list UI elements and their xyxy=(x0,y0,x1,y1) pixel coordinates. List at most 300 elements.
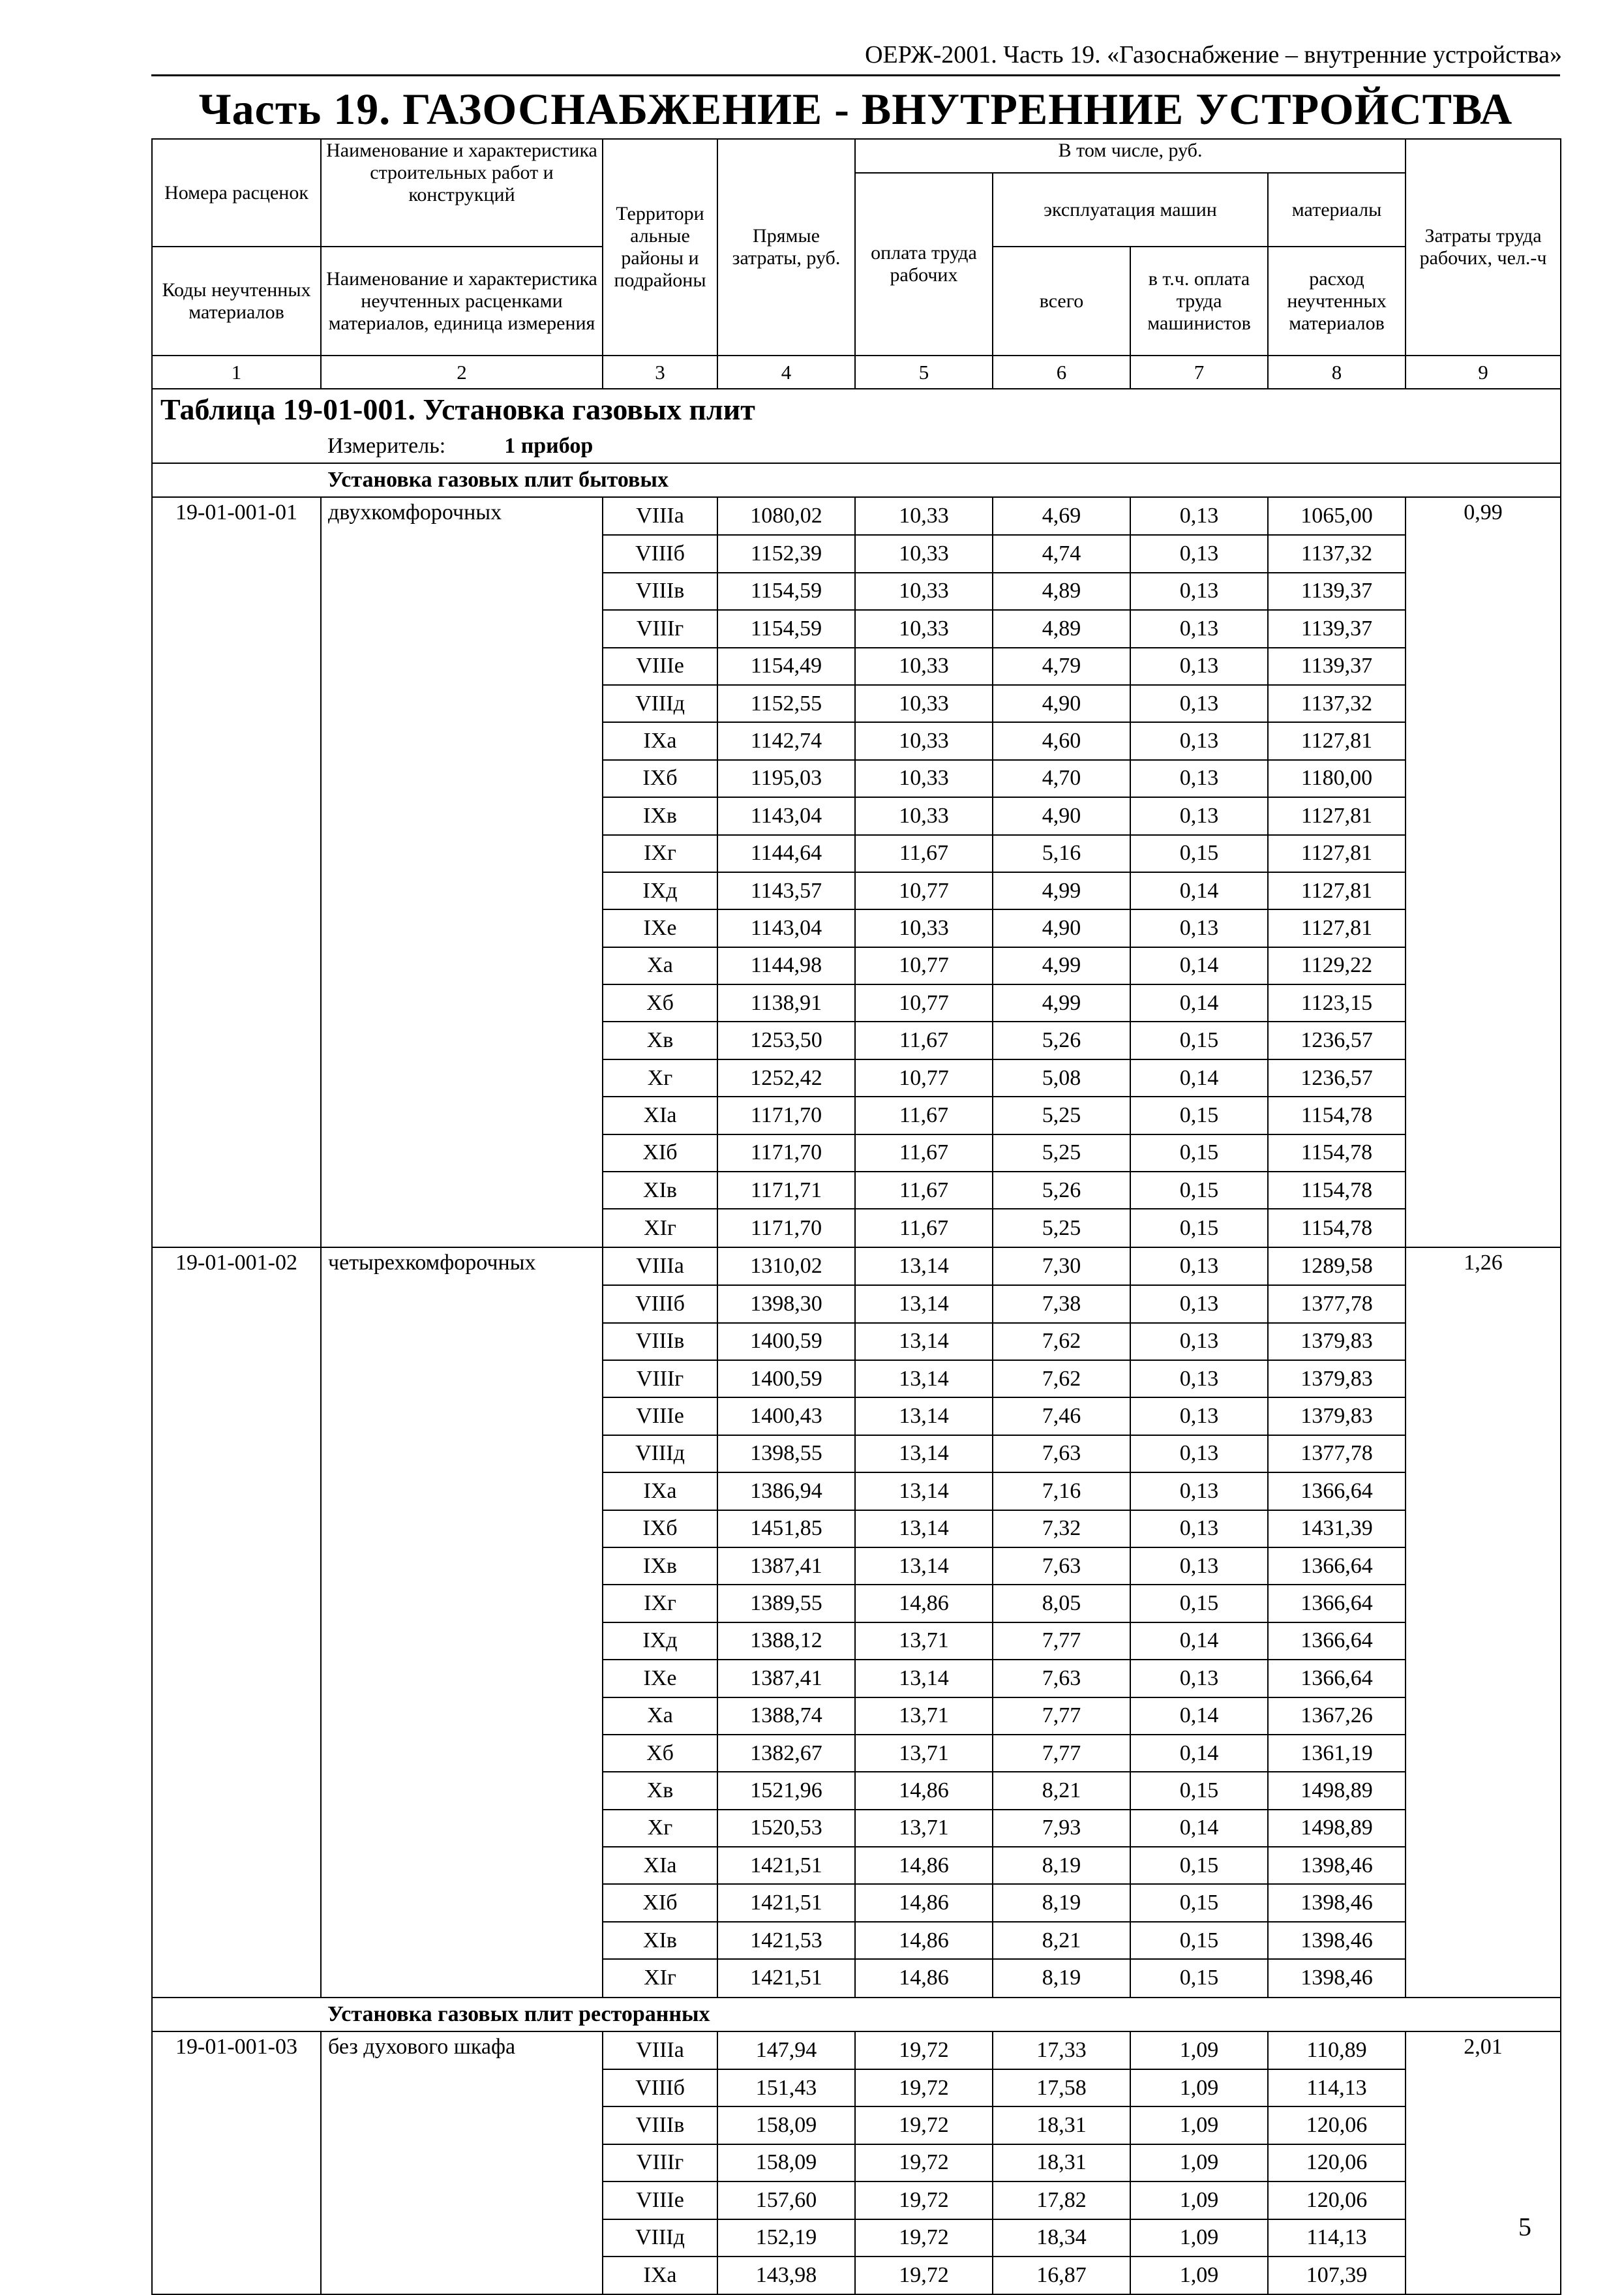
worker-pay-cell: 13,71 xyxy=(855,1622,993,1660)
worker-pay-cell: 13,71 xyxy=(855,1697,993,1735)
machinist-pay-cell: 0,15 xyxy=(1130,1847,1268,1884)
direct-cost-cell: 1143,57 xyxy=(717,872,855,909)
territory-cell: Xa xyxy=(603,1697,717,1735)
materials-cell: 120,06 xyxy=(1268,2144,1406,2181)
machines-total-cell: 7,77 xyxy=(993,1622,1130,1660)
labor-cost-cell xyxy=(1406,872,1561,909)
machinist-pay-cell: 1,09 xyxy=(1130,2031,1268,2069)
machines-total-cell: 18,31 xyxy=(993,2106,1130,2144)
machinist-pay-cell: 0,13 xyxy=(1130,648,1268,685)
materials-cell: 110,89 xyxy=(1268,2031,1406,2069)
territory-cell: IXб xyxy=(603,760,717,797)
table-row xyxy=(152,1884,1561,1921)
header-material-consumption: расход неучтенных материалов xyxy=(1268,247,1406,356)
rate-code xyxy=(152,835,321,872)
machinist-pay-cell: 1,09 xyxy=(1130,2144,1268,2181)
work-name xyxy=(321,1697,603,1735)
machines-total-cell: 4,70 xyxy=(993,760,1130,797)
materials-cell: 1379,83 xyxy=(1268,1397,1406,1435)
territory-cell: Xб xyxy=(603,984,717,1022)
work-name xyxy=(321,835,603,872)
table-row xyxy=(152,573,1561,610)
rate-code xyxy=(152,1435,321,1472)
work-name xyxy=(321,1059,603,1097)
column-number: 7 xyxy=(1130,356,1268,389)
materials-cell: 1377,78 xyxy=(1268,1285,1406,1322)
territory-cell: IXг xyxy=(603,835,717,872)
labor-cost-cell xyxy=(1406,947,1561,984)
machines-total-cell: 5,08 xyxy=(993,1059,1130,1097)
machinist-pay-cell: 0,14 xyxy=(1130,947,1268,984)
worker-pay-cell: 10,33 xyxy=(855,610,993,647)
materials-cell: 1180,00 xyxy=(1268,760,1406,797)
machines-total-cell: 7,32 xyxy=(993,1510,1130,1547)
work-name xyxy=(321,1660,603,1697)
labor-cost-cell xyxy=(1406,2181,1561,2219)
labor-cost-cell xyxy=(1406,1884,1561,1921)
header-including: В том числе, руб. xyxy=(855,139,1406,173)
direct-cost-cell: 1451,85 xyxy=(717,1510,855,1547)
labor-cost-cell xyxy=(1406,1922,1561,1959)
rate-code xyxy=(152,1360,321,1397)
territory-cell: XIб xyxy=(603,1134,717,1172)
work-name xyxy=(321,1209,603,1247)
direct-cost-cell: 1252,42 xyxy=(717,1059,855,1097)
territory-cell: IXг xyxy=(603,1585,717,1622)
materials-cell: 1137,32 xyxy=(1268,535,1406,572)
worker-pay-cell: 19,72 xyxy=(855,2031,993,2069)
materials-cell: 1398,46 xyxy=(1268,1922,1406,1959)
territory-cell: Xв xyxy=(603,1772,717,1809)
worker-pay-cell: 10,77 xyxy=(855,947,993,984)
work-name: без духового шкафа xyxy=(321,2031,603,2069)
header-rule xyxy=(151,74,1560,76)
territory-cell: IXв xyxy=(603,1547,717,1585)
direct-cost-cell: 158,09 xyxy=(717,2144,855,2181)
work-name xyxy=(321,984,603,1022)
territory-cell: IXе xyxy=(603,1660,717,1697)
work-name xyxy=(321,1097,603,1134)
direct-cost-cell: 152,19 xyxy=(717,2219,855,2257)
rate-code xyxy=(152,1172,321,1209)
labor-cost-cell xyxy=(1406,610,1561,647)
work-name xyxy=(321,1772,603,1809)
worker-pay-cell: 13,14 xyxy=(855,1285,993,1322)
direct-cost-cell: 1154,49 xyxy=(717,648,855,685)
territory-cell: VIIIд xyxy=(603,2219,717,2257)
direct-cost-cell: 1154,59 xyxy=(717,573,855,610)
table-row xyxy=(152,1959,1561,1997)
worker-pay-cell: 10,33 xyxy=(855,909,993,947)
worker-pay-cell: 14,86 xyxy=(855,1884,993,1921)
table-row xyxy=(152,909,1561,947)
rate-code xyxy=(152,760,321,797)
worker-pay-cell: 11,67 xyxy=(855,1209,993,1247)
direct-cost-cell: 1138,91 xyxy=(717,984,855,1022)
work-name xyxy=(321,535,603,572)
labor-cost-cell xyxy=(1406,984,1561,1022)
column-number: 1 xyxy=(152,356,321,389)
worker-pay-cell: 11,67 xyxy=(855,1172,993,1209)
header-worker-pay: оплата труда рабочих xyxy=(855,173,993,356)
work-name xyxy=(321,2106,603,2144)
rate-code xyxy=(152,872,321,909)
territory-cell: VIIIд xyxy=(603,685,717,722)
work-name xyxy=(321,2069,603,2106)
machinist-pay-cell: 0,13 xyxy=(1130,797,1268,834)
direct-cost-cell: 147,94 xyxy=(717,2031,855,2069)
table-row xyxy=(152,1134,1561,1172)
labor-cost-cell: 2,01 xyxy=(1406,2031,1561,2069)
rate-code xyxy=(152,610,321,647)
worker-pay-cell: 13,14 xyxy=(855,1247,993,1285)
materials-cell: 1129,22 xyxy=(1268,947,1406,984)
worker-pay-cell: 10,33 xyxy=(855,722,993,759)
rate-code xyxy=(152,2257,321,2294)
rate-code: 19-01-001-02 xyxy=(152,1247,321,1285)
territory-cell: VIIIд xyxy=(603,1435,717,1472)
machinist-pay-cell: 0,13 xyxy=(1130,685,1268,722)
direct-cost-cell: 1171,70 xyxy=(717,1209,855,1247)
materials-cell: 1498,89 xyxy=(1268,1810,1406,1847)
rate-code xyxy=(152,1810,321,1847)
work-name xyxy=(321,2144,603,2181)
territory-cell: VIIIб xyxy=(603,535,717,572)
machines-total-cell: 7,93 xyxy=(993,1810,1130,1847)
direct-cost-cell: 1171,70 xyxy=(717,1134,855,1172)
column-number: 2 xyxy=(321,356,603,389)
machinist-pay-cell: 0,13 xyxy=(1130,497,1268,535)
machines-total-cell: 17,58 xyxy=(993,2069,1130,2106)
rate-code xyxy=(152,797,321,834)
machines-total-cell: 4,99 xyxy=(993,984,1130,1022)
table-row xyxy=(152,1735,1561,1772)
labor-cost-cell xyxy=(1406,2219,1561,2257)
work-name xyxy=(321,2219,603,2257)
machinist-pay-cell: 0,13 xyxy=(1130,1547,1268,1585)
machines-total-cell: 7,62 xyxy=(993,1323,1130,1360)
column-number: 6 xyxy=(993,356,1130,389)
worker-pay-cell: 11,67 xyxy=(855,1097,993,1134)
machines-total-cell: 7,63 xyxy=(993,1435,1130,1472)
machines-total-cell: 5,26 xyxy=(993,1022,1130,1059)
direct-cost-cell: 1389,55 xyxy=(717,1585,855,1622)
worker-pay-cell: 11,67 xyxy=(855,1022,993,1059)
labor-cost-cell xyxy=(1406,1735,1561,1772)
territory-cell: VIIIе xyxy=(603,1397,717,1435)
materials-cell: 1379,83 xyxy=(1268,1360,1406,1397)
machines-total-cell: 8,19 xyxy=(993,1884,1130,1921)
worker-pay-cell: 13,14 xyxy=(855,1472,993,1510)
machinist-pay-cell: 0,15 xyxy=(1130,1959,1268,1997)
territory-cell: IXa xyxy=(603,2257,717,2294)
direct-cost-cell: 143,98 xyxy=(717,2257,855,2294)
work-name xyxy=(321,610,603,647)
rate-code xyxy=(152,1697,321,1735)
worker-pay-cell: 13,14 xyxy=(855,1397,993,1435)
direct-cost-cell: 1398,55 xyxy=(717,1435,855,1472)
table-body xyxy=(152,389,1561,2294)
materials-cell: 1366,64 xyxy=(1268,1660,1406,1697)
materials-cell: 1127,81 xyxy=(1268,909,1406,947)
column-number: 4 xyxy=(717,356,855,389)
machines-total-cell: 7,30 xyxy=(993,1247,1130,1285)
territory-cell: VIIIa xyxy=(603,2031,717,2069)
machines-total-cell: 18,31 xyxy=(993,2144,1130,2181)
column-number: 9 xyxy=(1406,356,1561,389)
materials-cell: 1139,37 xyxy=(1268,648,1406,685)
worker-pay-cell: 10,33 xyxy=(855,573,993,610)
labor-cost-cell: 0,99 xyxy=(1406,497,1561,535)
machinist-pay-cell: 0,13 xyxy=(1130,1472,1268,1510)
rate-code xyxy=(152,1209,321,1247)
header-materials: материалы xyxy=(1268,173,1406,247)
worker-pay-cell: 10,77 xyxy=(855,1059,993,1097)
worker-pay-cell: 14,86 xyxy=(855,1959,993,1997)
rate-code xyxy=(152,1097,321,1134)
territory-cell: VIIIв xyxy=(603,2106,717,2144)
direct-cost-cell: 1195,03 xyxy=(717,760,855,797)
materials-cell: 1377,78 xyxy=(1268,1435,1406,1472)
labor-cost-cell xyxy=(1406,1209,1561,1247)
table-row xyxy=(152,2031,1561,2069)
machinist-pay-cell: 0,13 xyxy=(1130,1660,1268,1697)
rate-code xyxy=(152,573,321,610)
section-title: Установка газовых плит ресторанных xyxy=(152,1998,1561,2031)
worker-pay-cell: 14,86 xyxy=(855,1847,993,1884)
labor-cost-cell xyxy=(1406,1285,1561,1322)
machinist-pay-cell: 0,13 xyxy=(1130,535,1268,572)
materials-cell: 1127,81 xyxy=(1268,797,1406,834)
labor-cost-cell xyxy=(1406,648,1561,685)
worker-pay-cell: 10,33 xyxy=(855,648,993,685)
work-name xyxy=(321,947,603,984)
materials-cell: 1139,37 xyxy=(1268,573,1406,610)
direct-cost-cell: 1421,53 xyxy=(717,1922,855,1959)
machines-total-cell: 7,38 xyxy=(993,1285,1130,1322)
direct-cost-cell: 1171,71 xyxy=(717,1172,855,1209)
rate-code xyxy=(152,2144,321,2181)
labor-cost-cell: 1,26 xyxy=(1406,1247,1561,1285)
materials-cell: 1154,78 xyxy=(1268,1209,1406,1247)
work-name xyxy=(321,1884,603,1921)
rate-code xyxy=(152,1059,321,1097)
table-row xyxy=(152,1360,1561,1397)
table-row xyxy=(152,1772,1561,1809)
work-name xyxy=(321,722,603,759)
worker-pay-cell: 11,67 xyxy=(855,1134,993,1172)
machinist-pay-cell: 0,15 xyxy=(1130,835,1268,872)
materials-cell: 1127,81 xyxy=(1268,835,1406,872)
rate-code xyxy=(152,1847,321,1884)
direct-cost-cell: 1398,30 xyxy=(717,1285,855,1322)
table-row xyxy=(152,797,1561,834)
labor-cost-cell xyxy=(1406,1660,1561,1697)
machinist-pay-cell: 0,14 xyxy=(1130,1810,1268,1847)
worker-pay-cell: 13,71 xyxy=(855,1735,993,1772)
direct-cost-cell: 1152,39 xyxy=(717,535,855,572)
worker-pay-cell: 13,14 xyxy=(855,1510,993,1547)
territory-cell: VIIIв xyxy=(603,1323,717,1360)
machines-total-cell: 7,62 xyxy=(993,1360,1130,1397)
materials-cell: 1366,64 xyxy=(1268,1622,1406,1660)
machines-total-cell: 8,05 xyxy=(993,1585,1130,1622)
column-number: 5 xyxy=(855,356,993,389)
table-row xyxy=(152,2106,1561,2144)
materials-cell: 1366,64 xyxy=(1268,1547,1406,1585)
header-work-name: Наименование и характеристика строительных работ и конструкций xyxy=(321,139,603,247)
rate-code xyxy=(152,1959,321,1997)
rate-code xyxy=(152,1660,321,1697)
territory-cell: XIг xyxy=(603,1959,717,1997)
table-row xyxy=(152,1397,1561,1435)
header-material-codes: Коды неучтенных материалов xyxy=(152,247,321,356)
machinist-pay-cell: 0,14 xyxy=(1130,1059,1268,1097)
table-row xyxy=(152,2144,1561,2181)
table-row xyxy=(152,1435,1561,1472)
work-name xyxy=(321,797,603,834)
machines-total-cell: 4,60 xyxy=(993,722,1130,759)
work-name xyxy=(321,1547,603,1585)
machinist-pay-cell: 0,13 xyxy=(1130,1247,1268,1285)
worker-pay-cell: 10,77 xyxy=(855,984,993,1022)
machinist-pay-cell: 0,15 xyxy=(1130,1172,1268,1209)
territory-cell: Xб xyxy=(603,1735,717,1772)
territory-cell: Xa xyxy=(603,947,717,984)
machines-total-cell: 4,90 xyxy=(993,797,1130,834)
table-row xyxy=(152,1209,1561,1247)
table-row xyxy=(152,1022,1561,1059)
materials-cell: 1398,46 xyxy=(1268,1884,1406,1921)
labor-cost-cell xyxy=(1406,1097,1561,1134)
materials-cell: 1236,57 xyxy=(1268,1022,1406,1059)
direct-cost-cell: 1520,53 xyxy=(717,1810,855,1847)
labor-cost-cell xyxy=(1406,797,1561,834)
machines-total-cell: 5,25 xyxy=(993,1209,1130,1247)
machines-total-cell: 18,34 xyxy=(993,2219,1130,2257)
work-name xyxy=(321,685,603,722)
table-row xyxy=(152,1697,1561,1735)
machines-total-cell: 4,89 xyxy=(993,573,1130,610)
machinist-pay-cell: 0,13 xyxy=(1130,573,1268,610)
table-row xyxy=(152,1847,1561,1884)
worker-pay-cell: 19,72 xyxy=(855,2144,993,2181)
materials-cell: 1137,32 xyxy=(1268,685,1406,722)
rate-code xyxy=(152,1922,321,1959)
materials-cell: 1154,78 xyxy=(1268,1172,1406,1209)
machinist-pay-cell: 0,13 xyxy=(1130,1397,1268,1435)
table-row xyxy=(152,947,1561,984)
table-row xyxy=(152,1622,1561,1660)
machinist-pay-cell: 0,14 xyxy=(1130,1735,1268,1772)
work-name xyxy=(321,1397,603,1435)
header-material-names: Наименование и характеристика неучтенных расценками материалов, единица измерения xyxy=(321,247,603,356)
direct-cost-cell: 1521,96 xyxy=(717,1772,855,1809)
territory-cell: VIIIa xyxy=(603,497,717,535)
territory-cell: VIIIе xyxy=(603,2181,717,2219)
machinist-pay-cell: 0,15 xyxy=(1130,1134,1268,1172)
rate-code xyxy=(152,1585,321,1622)
territory-cell: IXд xyxy=(603,1622,717,1660)
machinist-pay-cell: 0,15 xyxy=(1130,1022,1268,1059)
labor-cost-cell xyxy=(1406,1847,1561,1884)
territory-cell: IXб xyxy=(603,1510,717,1547)
materials-cell: 120,06 xyxy=(1268,2106,1406,2144)
machinist-pay-cell: 0,14 xyxy=(1130,872,1268,909)
direct-cost-cell: 1143,04 xyxy=(717,797,855,834)
labor-cost-cell xyxy=(1406,1810,1561,1847)
territory-cell: IXд xyxy=(603,872,717,909)
table-row xyxy=(152,1323,1561,1360)
territory-cell: Xг xyxy=(603,1059,717,1097)
table-row xyxy=(152,872,1561,909)
direct-cost-cell: 157,60 xyxy=(717,2181,855,2219)
table-row xyxy=(152,760,1561,797)
labor-cost-cell xyxy=(1406,1435,1561,1472)
territory-cell: VIIIе xyxy=(603,648,717,685)
machines-total-cell: 5,16 xyxy=(993,835,1130,872)
work-name xyxy=(321,872,603,909)
section-title: Установка газовых плит бытовых xyxy=(152,463,1561,497)
work-name xyxy=(321,1622,603,1660)
table-row xyxy=(152,1172,1561,1209)
rate-code xyxy=(152,535,321,572)
page-number: 5 xyxy=(1518,2212,1531,2242)
rate-code xyxy=(152,1472,321,1510)
machines-total-cell: 17,82 xyxy=(993,2181,1130,2219)
labor-cost-cell xyxy=(1406,1397,1561,1435)
territory-cell: XIб xyxy=(603,1884,717,1921)
rate-code xyxy=(152,909,321,947)
machines-total-cell: 17,33 xyxy=(993,2031,1130,2069)
machines-total-cell: 7,16 xyxy=(993,1472,1130,1510)
machinist-pay-cell: 0,13 xyxy=(1130,909,1268,947)
labor-cost-cell xyxy=(1406,1360,1561,1397)
machinist-pay-cell: 0,14 xyxy=(1130,1697,1268,1735)
machines-total-cell: 5,26 xyxy=(993,1172,1130,1209)
worker-pay-cell: 19,72 xyxy=(855,2219,993,2257)
machinist-pay-cell: 0,15 xyxy=(1130,1922,1268,1959)
territory-cell: XIa xyxy=(603,1097,717,1134)
worker-pay-cell: 19,72 xyxy=(855,2257,993,2294)
machinist-pay-cell: 0,15 xyxy=(1130,1097,1268,1134)
labor-cost-cell xyxy=(1406,2144,1561,2181)
table-row xyxy=(152,1285,1561,1322)
machinist-pay-cell: 0,13 xyxy=(1130,1510,1268,1547)
worker-pay-cell: 19,72 xyxy=(855,2106,993,2144)
direct-cost-cell: 1400,43 xyxy=(717,1397,855,1435)
work-name xyxy=(321,1022,603,1059)
territory-cell: XIв xyxy=(603,1922,717,1959)
worker-pay-cell: 13,14 xyxy=(855,1660,993,1697)
direct-cost-cell: 1421,51 xyxy=(717,1847,855,1884)
materials-cell: 1498,89 xyxy=(1268,1772,1406,1809)
direct-cost-cell: 1388,12 xyxy=(717,1622,855,1660)
column-number: 3 xyxy=(603,356,717,389)
table-row xyxy=(152,2069,1561,2106)
work-name xyxy=(321,1959,603,1997)
materials-cell: 114,13 xyxy=(1268,2069,1406,2106)
labor-cost-cell xyxy=(1406,1472,1561,1510)
materials-cell: 1065,00 xyxy=(1268,497,1406,535)
materials-cell: 120,06 xyxy=(1268,2181,1406,2219)
territory-cell: IXе xyxy=(603,909,717,947)
territory-cell: VIIIa xyxy=(603,1247,717,1285)
direct-cost-cell: 1421,51 xyxy=(717,1959,855,1997)
header-territory: Территори альные районы и подрайоны xyxy=(603,139,717,356)
machines-total-cell: 7,77 xyxy=(993,1697,1130,1735)
machinist-pay-cell: 0,13 xyxy=(1130,760,1268,797)
